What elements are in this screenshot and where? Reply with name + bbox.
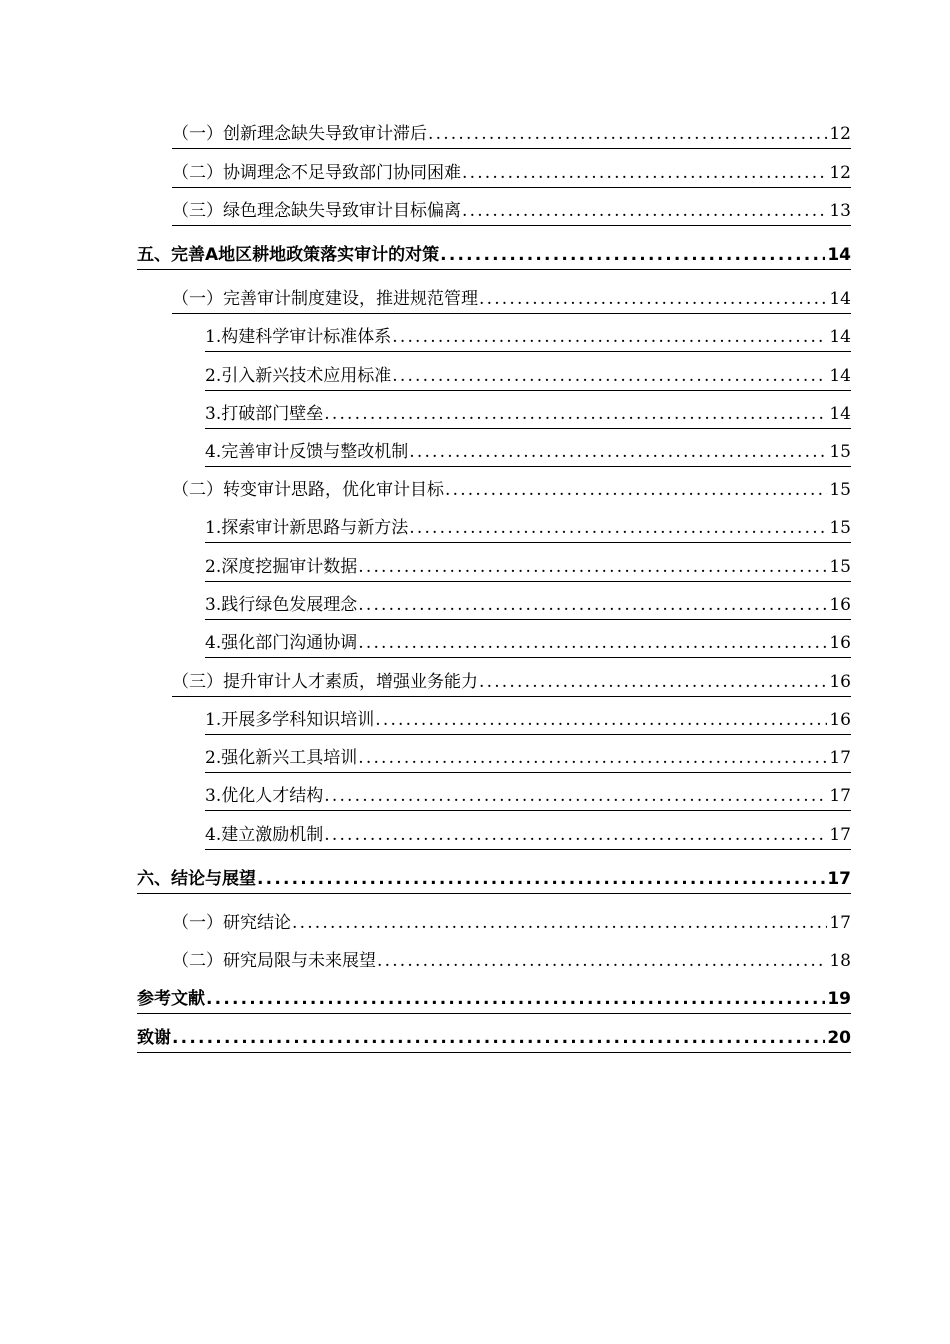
toc-subentry[interactable] — [205, 399, 851, 429]
toc-entry-title: （一）创新理念缺失导致审计滞后 — [172, 124, 427, 144]
toc-subentry[interactable] — [205, 552, 851, 582]
toc-subentry[interactable] — [205, 437, 851, 467]
toc-entry-title: （三）绿色理念缺失导致审计目标偏离 — [172, 201, 461, 221]
toc-entry-page: 13 — [829, 201, 851, 221]
toc-entry-page: 14 — [829, 327, 851, 347]
toc-leader-dots — [392, 322, 827, 352]
toc-entry-title: 1.开展多学科知识培训 — [205, 710, 375, 730]
toc-entry[interactable] — [172, 284, 851, 314]
toc-entry-page: 17 — [829, 748, 851, 768]
toc-entry-page: 17 — [829, 913, 851, 933]
toc-leader-dots — [292, 908, 827, 938]
toc-entry-page: 15 — [829, 442, 851, 462]
toc-entry-page: 12 — [829, 163, 851, 183]
toc-subentry[interactable] — [205, 590, 851, 620]
toc-entry-title: 1.构建科学审计标准体系 — [205, 327, 392, 347]
toc-leader-dots — [324, 399, 827, 429]
toc-leader-dots — [324, 820, 827, 850]
toc-entry[interactable] — [172, 196, 851, 226]
toc-entry-page: 16 — [829, 595, 851, 615]
toc-entry-page: 17 — [829, 786, 851, 806]
toc-leader-dots — [440, 240, 825, 270]
toc-chapter[interactable] — [137, 984, 851, 1014]
toc-leader-dots — [206, 984, 825, 1014]
toc-entry-page: 14 — [829, 366, 851, 386]
toc-entry-title: 2.深度挖掘审计数据 — [205, 557, 358, 577]
toc-entry-page: 16 — [829, 633, 851, 653]
toc-entry-title: （一）研究结论 — [172, 913, 291, 933]
toc-leader-dots — [358, 743, 827, 773]
toc-leader-dots — [358, 628, 827, 658]
toc-entry-title: 4.建立激励机制 — [205, 825, 324, 845]
toc-leader-dots — [409, 513, 827, 543]
toc-entry-title: 五、完善A地区耕地政策落实审计的对策 — [137, 245, 440, 265]
toc-chapter[interactable] — [137, 1023, 851, 1053]
toc-entry-page: 14 — [827, 245, 851, 265]
toc-entry-page: 15 — [829, 480, 851, 500]
toc-entry-title: 3.打破部门壁垒 — [205, 404, 324, 424]
toc-entry-page: 14 — [829, 404, 851, 424]
toc-leader-dots — [462, 158, 827, 188]
toc-leader-dots — [409, 437, 827, 467]
toc-leader-dots — [375, 705, 827, 735]
toc-entry-page: 16 — [829, 710, 851, 730]
toc-subentry[interactable] — [205, 705, 851, 735]
toc-entry-page: 14 — [829, 289, 851, 309]
toc-entry-title: 1.探索审计新思路与新方法 — [205, 518, 409, 538]
toc-subentry[interactable] — [205, 322, 851, 352]
toc-entry-title: 3.优化人才结构 — [205, 786, 324, 806]
toc-entry[interactable] — [172, 667, 851, 697]
toc-leader-dots — [479, 667, 827, 697]
toc-leader-dots — [462, 196, 827, 226]
toc-entry-page: 17 — [827, 869, 851, 889]
toc-chapter[interactable] — [137, 240, 851, 270]
toc-entry-title: （二）转变审计思路，优化审计目标 — [172, 480, 444, 500]
toc-entry-page: 15 — [829, 518, 851, 538]
toc-entry-page: 18 — [829, 951, 851, 971]
toc-entry[interactable] — [172, 946, 851, 976]
toc-entry-title: （二）协调理念不足导致部门协同困难 — [172, 163, 461, 183]
toc-subentry[interactable] — [205, 781, 851, 811]
toc-leader-dots — [445, 475, 827, 505]
toc-leader-dots — [257, 864, 825, 894]
toc-entry-title: 4.强化部门沟通协调 — [205, 633, 358, 653]
toc-entry[interactable] — [172, 908, 851, 938]
toc-leader-dots — [358, 590, 827, 620]
toc-entry-title: （一）完善审计制度建设，推进规范管理 — [172, 289, 478, 309]
toc-entry-page: 19 — [827, 989, 851, 1009]
toc-entry-page: 20 — [827, 1028, 851, 1048]
toc-leader-dots — [428, 119, 827, 149]
toc-subentry[interactable] — [205, 628, 851, 658]
toc-entry-title: （二）研究局限与未来展望 — [172, 951, 376, 971]
toc-entry[interactable] — [172, 158, 851, 188]
toc-entry-title: 4.完善审计反馈与整改机制 — [205, 442, 409, 462]
toc-entry-title: 2.强化新兴工具培训 — [205, 748, 358, 768]
toc-leader-dots — [392, 361, 827, 391]
toc-entry[interactable] — [172, 119, 851, 149]
toc-entry-page: 17 — [829, 825, 851, 845]
toc-entry-title: 2.引入新兴技术应用标准 — [205, 366, 392, 386]
toc-subentry[interactable] — [205, 513, 851, 543]
toc-leader-dots — [172, 1023, 825, 1053]
toc-subentry[interactable] — [205, 820, 851, 850]
toc-chapter[interactable] — [137, 864, 851, 894]
toc-entry-page: 16 — [829, 672, 851, 692]
toc-subentry[interactable] — [205, 743, 851, 773]
toc-leader-dots — [377, 946, 827, 976]
toc-entry-page: 15 — [829, 557, 851, 577]
toc-entry-title: （三）提升审计人才素质，增强业务能力 — [172, 672, 478, 692]
toc-entry-page: 12 — [829, 124, 851, 144]
toc-leader-dots — [324, 781, 827, 811]
toc-entry[interactable] — [172, 475, 851, 505]
toc-subentry[interactable] — [205, 361, 851, 391]
toc-entry-title: 3.践行绿色发展理念 — [205, 595, 358, 615]
toc-entry-title: 致谢 — [137, 1028, 171, 1048]
toc-entry-title: 六、结论与展望 — [137, 869, 256, 889]
toc-leader-dots — [479, 284, 827, 314]
toc-leader-dots — [358, 552, 827, 582]
toc-entry-title: 参考文献 — [137, 989, 205, 1009]
